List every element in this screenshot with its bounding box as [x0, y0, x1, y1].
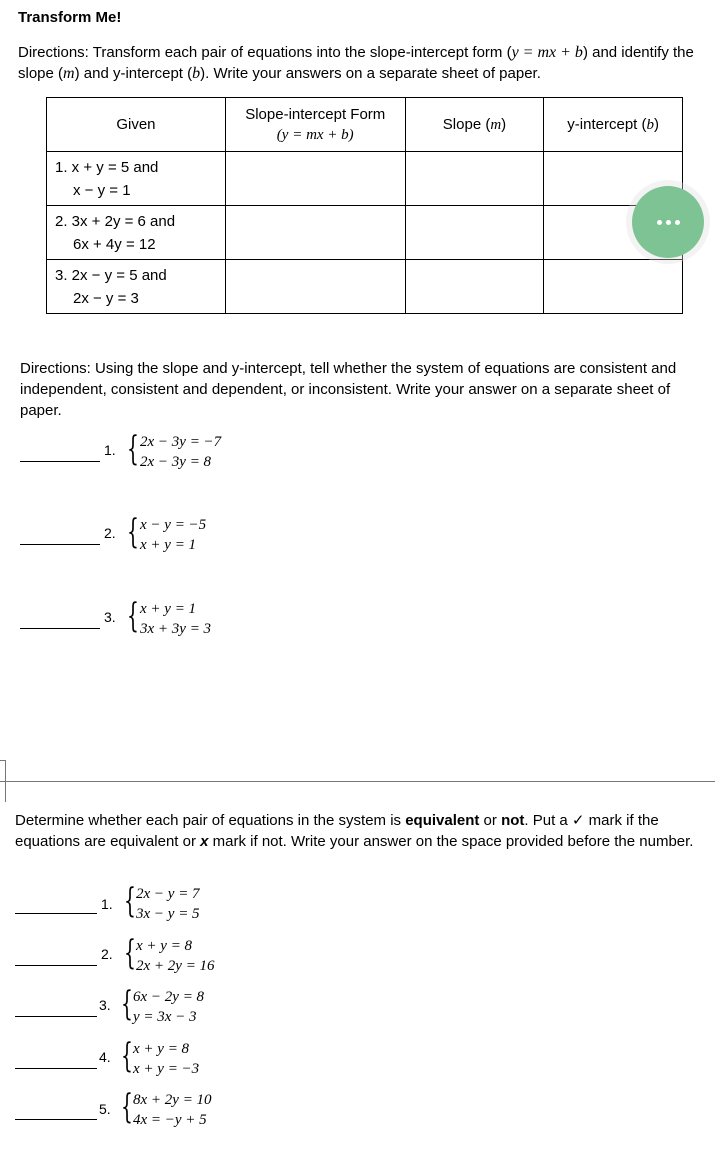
- equation: 3x − y = 5: [136, 906, 200, 922]
- left-brace: {: [124, 933, 136, 973]
- header-slope: [405, 98, 544, 152]
- answer-blank[interactable]: [20, 628, 100, 629]
- equation: 2x − y = 7: [136, 886, 200, 902]
- answer-blank[interactable]: [20, 544, 100, 545]
- given-line1: 1. x + y = 5 and: [55, 158, 159, 176]
- left-brace: {: [121, 984, 133, 1024]
- item-number: 1.: [104, 442, 116, 458]
- answer-blank[interactable]: [15, 1016, 97, 1017]
- list-item: [15, 984, 315, 1027]
- answer-blank[interactable]: [20, 461, 100, 462]
- answer-cell[interactable]: [544, 260, 683, 314]
- answer-cell[interactable]: [405, 152, 544, 206]
- given-line2: x − y = 1: [73, 181, 131, 199]
- equation: 8x + 2y = 10: [133, 1092, 212, 1108]
- directions-text: ) and identify the slope (: [18, 44, 694, 82]
- header-form-line1: Slope-intercept Form: [245, 105, 386, 123]
- more-horizontal-icon: [657, 220, 662, 225]
- answer-blank[interactable]: [15, 965, 97, 966]
- list-item: [15, 933, 315, 976]
- given-line1: 3. 2x − y = 5 and: [55, 266, 167, 284]
- equation: 3x + 3y = 3: [140, 621, 212, 637]
- answer-table: [46, 97, 683, 314]
- header-slope-intercept-form: [225, 98, 405, 152]
- equation: 6x − 2y = 8: [133, 989, 205, 1005]
- equation: 4x = −y + 5: [133, 1112, 207, 1128]
- left-brace: {: [124, 881, 136, 921]
- worksheet-title: Transform Me!: [18, 9, 122, 26]
- table-row: [47, 260, 683, 314]
- directions-text: ). Write your answers on a separate sheet of paper.: [200, 65, 541, 82]
- answer-cell[interactable]: [405, 260, 544, 314]
- math-b: b: [192, 65, 201, 82]
- left-brace: {: [127, 596, 139, 636]
- directions-consistency: Directions: Using the slope and y-intercept, tell whether the system of equations are consistent and independent, consistent and dependent, or inconsistent. Write your answer on a separate sheet of paper.: [20, 360, 677, 419]
- directions-text: ) and y-intercept (: [74, 65, 193, 82]
- equation-system: [133, 987, 204, 1027]
- answer-blank[interactable]: [15, 1119, 97, 1120]
- page-divider: [0, 781, 715, 782]
- left-brace: {: [127, 512, 139, 552]
- list-item: [20, 429, 320, 472]
- page-margin-mark: [0, 760, 5, 761]
- bold-not: not: [501, 812, 525, 829]
- equation: x + y = 8: [133, 1041, 190, 1057]
- equation: y = 3x − 3: [133, 1009, 197, 1025]
- directions-text: or: [479, 812, 502, 829]
- directions-transform: [18, 42, 708, 84]
- answer-cell[interactable]: [225, 260, 405, 314]
- bold-x-mark: x: [200, 833, 209, 850]
- equation: 2x + 2y = 16: [136, 958, 215, 974]
- given-cell: [47, 206, 226, 260]
- item-number: 2.: [104, 525, 116, 541]
- directions-text: . Put a ✓ mark if the equations are equivalent or: [15, 812, 659, 850]
- header-slope-var: m: [490, 116, 502, 133]
- equation-system: [133, 1039, 199, 1079]
- list-item: [20, 512, 320, 555]
- more-horizontal-icon: [666, 220, 671, 225]
- answer-blank[interactable]: [15, 913, 97, 914]
- list-item: [15, 1087, 315, 1130]
- directions-text: mark if not. Write your answer on the space provided before the number.: [208, 833, 694, 850]
- answer-cell[interactable]: [225, 152, 405, 206]
- given-cell: [47, 152, 226, 206]
- header-form-line2: (y = mx + b): [276, 126, 354, 143]
- list-item: [15, 1036, 315, 1079]
- directions-text: Determine whether each pair of equations in the system is: [15, 812, 406, 829]
- more-horizontal-icon: [675, 220, 680, 225]
- math-form: y = mx + b: [511, 44, 583, 61]
- equation-system: [140, 432, 221, 472]
- equation: x + y = 8: [136, 938, 193, 954]
- item-number: 1.: [101, 896, 113, 912]
- header-given: Given: [47, 98, 226, 152]
- left-brace: {: [127, 429, 139, 469]
- equation: x + y = −3: [133, 1061, 200, 1077]
- item-number: 4.: [99, 1049, 111, 1065]
- given-line2: 2x − y = 3: [73, 289, 139, 307]
- given-line2: 6x + 4y = 12: [73, 235, 156, 253]
- header-yint-var: b: [646, 116, 654, 133]
- equation-system: [140, 515, 206, 555]
- bold-equivalent: equivalent: [405, 812, 480, 829]
- answer-cell[interactable]: [405, 206, 544, 260]
- header-slope-text: Slope (: [442, 115, 491, 133]
- equation-system: [133, 1090, 212, 1130]
- given-cell: [47, 260, 226, 314]
- table-row: [47, 206, 683, 260]
- directions-text: Directions: Transform each pair of equations into the slope-intercept form (: [18, 44, 512, 61]
- math-m: m: [63, 65, 75, 82]
- header-yint-close: ): [654, 115, 659, 133]
- left-brace: {: [121, 1036, 133, 1076]
- more-options-button[interactable]: [632, 186, 704, 258]
- list-item: [20, 596, 320, 639]
- header-y-intercept: [544, 98, 683, 152]
- left-brace: {: [121, 1087, 133, 1127]
- item-number: 2.: [101, 946, 113, 962]
- item-number: 3.: [104, 609, 116, 625]
- answer-cell[interactable]: [225, 206, 405, 260]
- equation-system: [136, 936, 215, 976]
- equation: x + y = 1: [140, 537, 197, 553]
- header-yint-text: y-intercept (: [567, 115, 647, 133]
- equation-system: [136, 884, 200, 924]
- equation: 2x − 3y = −7: [140, 434, 222, 450]
- equation-system: [140, 599, 211, 639]
- equation: x − y = −5: [140, 517, 207, 533]
- equation: x + y = 1: [140, 601, 197, 617]
- header-slope-close: ): [501, 115, 507, 133]
- list-item: [15, 881, 315, 924]
- equation: 2x − 3y = 8: [140, 454, 212, 470]
- directions-equivalence: [15, 810, 710, 852]
- answer-blank[interactable]: [15, 1068, 97, 1069]
- item-number: 5.: [99, 1101, 111, 1117]
- item-number: 3.: [99, 997, 111, 1013]
- given-line1: 2. 3x + 2y = 6 and: [55, 212, 176, 230]
- table-row: [47, 152, 683, 206]
